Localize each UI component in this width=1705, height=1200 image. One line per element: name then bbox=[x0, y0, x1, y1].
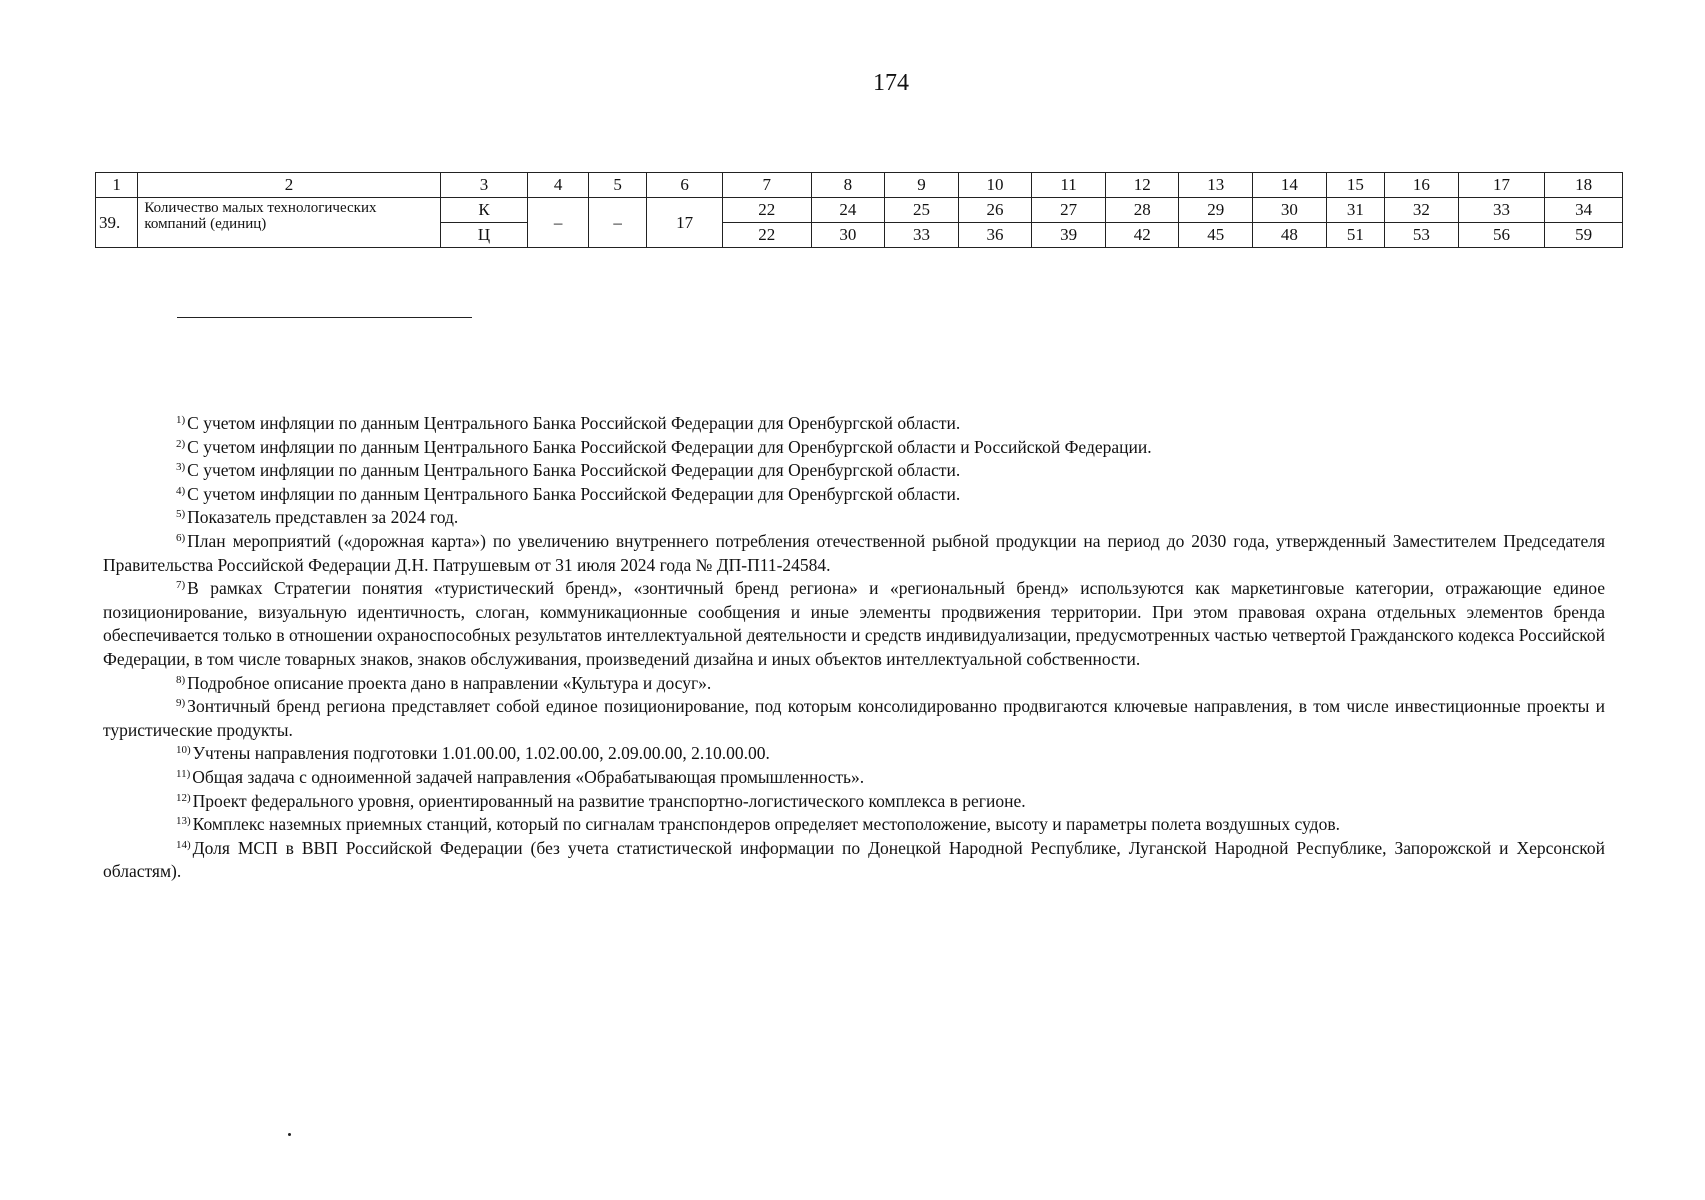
plan-value-cell: 32 bbox=[1385, 198, 1459, 223]
footnote-mark: 10) bbox=[176, 744, 191, 757]
footnote-text: С учетом инфляции по данным Центрального Банка Российской Федерации для Оренбургской области. bbox=[187, 413, 961, 433]
footnote bbox=[103, 672, 1605, 696]
target-value-cell: 48 bbox=[1253, 223, 1327, 248]
footnote-mark: 5) bbox=[176, 508, 186, 521]
footnote-mark: 13) bbox=[176, 815, 191, 828]
footnote-mark: 7) bbox=[176, 579, 186, 592]
header-cell: 4 bbox=[528, 173, 588, 198]
col5-cell: – bbox=[588, 198, 646, 248]
target-value-cell: 30 bbox=[811, 223, 885, 248]
header-cell: 10 bbox=[958, 173, 1032, 198]
footnote-mark: 6) bbox=[176, 531, 186, 544]
plan-value-cell: 28 bbox=[1105, 198, 1179, 223]
header-cell: 12 bbox=[1105, 173, 1179, 198]
row-number-cell: 39. bbox=[96, 198, 138, 248]
footnote bbox=[103, 483, 1605, 507]
plan-value-cell: 27 bbox=[1032, 198, 1106, 223]
footnote-text: С учетом инфляции по данным Центрального Банка Российской Федерации для Оренбургской области. bbox=[187, 483, 961, 504]
target-value-cell: 36 bbox=[958, 223, 1032, 248]
row-type-c-cell: Ц bbox=[440, 223, 528, 248]
footnote bbox=[103, 837, 1605, 884]
target-value-cell: 56 bbox=[1458, 223, 1545, 248]
footnote bbox=[103, 459, 1605, 483]
row-type-k-cell: К bbox=[440, 198, 528, 223]
header-cell: 11 bbox=[1032, 173, 1106, 198]
footnote-text: Проект федерального уровня, ориентированный на развитие транспортно-логистического комплекса в регионе. bbox=[192, 790, 1026, 811]
table-body bbox=[96, 173, 1623, 248]
header-cell: 14 bbox=[1253, 173, 1327, 198]
plan-value-cell: 24 bbox=[811, 198, 885, 223]
footnote bbox=[103, 577, 1605, 671]
target-value-cell: 42 bbox=[1105, 223, 1179, 248]
header-cell: 1 bbox=[96, 173, 138, 198]
scan-mark bbox=[288, 1133, 291, 1136]
indicator-name-cell: Количество малых технологических компаний (единиц) bbox=[138, 198, 440, 248]
footnote bbox=[103, 530, 1605, 577]
footnote-text: Доля МСП в ВВП Российской Федерации (без учета статистической информации по Донецкой Народной Республике, Луганской Народной Республике, Запорожской и Херсонской областям). bbox=[103, 837, 1605, 882]
footnote-text: С учетом инфляции по данным Центрального Банка Российской Федерации для Оренбургской области и Российской Федерации. bbox=[187, 436, 1152, 457]
target-value-cell: 51 bbox=[1326, 223, 1384, 248]
footnote-mark: 9) bbox=[176, 697, 186, 710]
header-cell: 18 bbox=[1545, 173, 1623, 198]
header-cell: 6 bbox=[647, 173, 723, 198]
target-value-cell: 22 bbox=[722, 223, 811, 248]
plan-value-cell: 33 bbox=[1458, 198, 1545, 223]
footnote bbox=[103, 436, 1605, 460]
target-value-cell: 33 bbox=[885, 223, 959, 248]
target-value-cell: 45 bbox=[1179, 223, 1253, 248]
header-cell: 17 bbox=[1458, 173, 1545, 198]
footnote-text: С учетом инфляции по данным Центрального Банка Российской Федерации для Оренбургской области. bbox=[187, 460, 961, 481]
footnotes-section bbox=[103, 412, 1605, 884]
header-cell: 3 bbox=[440, 173, 528, 198]
target-value-cell: 59 bbox=[1545, 223, 1623, 248]
footnote-mark: 4) bbox=[176, 484, 186, 497]
header-cell: 15 bbox=[1326, 173, 1384, 198]
table-header-row bbox=[96, 173, 1623, 198]
footnote-text: В рамках Стратегии понятия «туристический бренд», «зонтичный бренд региона» и «региональный бренд» используются как маркетинговые категории, отражающие единое позиционирование, визуальную идентичность, слоган, коммуникационные сообщения и иные элементы продвижения территории. При этом правовая охрана отдельных элементов бренда обеспечивается только в отношении охраноспособных результатов интеллектуальной деятельности и средств индивидуализации, предусмотренных частью четвертой Гражданского кодекса Российской Федерации, в том числе товарных знаков, знаков обслуживания, произведений дизайна и иных объектов интеллектуальной собственности. bbox=[103, 578, 1605, 669]
footnote bbox=[103, 766, 1605, 790]
header-cell: 9 bbox=[885, 173, 959, 198]
plan-value-cell: 29 bbox=[1179, 198, 1253, 223]
plan-value-cell: 26 bbox=[958, 198, 1032, 223]
footnote bbox=[103, 790, 1605, 814]
plan-value-cell: 30 bbox=[1253, 198, 1327, 223]
footnote bbox=[103, 695, 1605, 742]
page-number: 174 bbox=[873, 70, 909, 96]
table-row-plan bbox=[96, 198, 1623, 223]
footnote-mark: 14) bbox=[176, 838, 191, 851]
footnote-mark: 11) bbox=[176, 767, 191, 780]
footnote-mark: 2) bbox=[176, 437, 186, 450]
footnote bbox=[103, 506, 1605, 530]
footnote bbox=[103, 412, 1605, 436]
footnote-text: Учтены направления подготовки 1.01.00.00, 1.02.00.00, 2.09.00.00, 2.10.00.00. bbox=[192, 743, 770, 764]
footnote-text: Зонтичный бренд региона представляет собой единое позиционирование, под которым консолидированно продвигаются ключевые направления, в том числе инвестиционные проекты и туристические продукты. bbox=[103, 696, 1605, 740]
footnote bbox=[103, 742, 1605, 766]
header-cell: 8 bbox=[811, 173, 885, 198]
header-cell: 13 bbox=[1179, 173, 1253, 198]
col4-cell: – bbox=[528, 198, 588, 248]
footnote-text: Комплекс наземных приемных станций, который по сигналам транспондеров определяет местоположение, высоту и параметры полета воздушных судов. bbox=[192, 814, 1340, 835]
footnote-mark: 8) bbox=[176, 673, 186, 686]
footnote-text: Показатель представлен за 2024 год. bbox=[187, 507, 459, 528]
footnote-mark: 12) bbox=[176, 791, 191, 804]
header-cell: 16 bbox=[1385, 173, 1459, 198]
footnote-text: Общая задача с одноименной задачей направления «Обрабатывающая промышленность». bbox=[192, 766, 865, 787]
plan-value-cell: 31 bbox=[1326, 198, 1384, 223]
footnote-mark: 1) bbox=[176, 414, 186, 426]
footnote-text: Подробное описание проекта дано в направлении «Культура и досуг». bbox=[187, 672, 712, 693]
footnote-divider bbox=[177, 317, 472, 318]
plan-value-cell: 22 bbox=[722, 198, 811, 223]
footnote bbox=[103, 813, 1605, 837]
plan-value-cell: 25 bbox=[885, 198, 959, 223]
header-cell: 2 bbox=[138, 173, 440, 198]
indicator-table bbox=[95, 172, 1623, 248]
footnote-text: План мероприятий («дорожная карта») по увеличению внутреннего потребления отечественной рыбной продукции на период до 2030 года, утвержденный Заместителем Председателя Правительства Российской Федерации Д.Н. Патрушевым от 31 июля 2024 года № ДП-П11-24584. bbox=[103, 530, 1605, 575]
target-value-cell: 39 bbox=[1032, 223, 1106, 248]
target-value-cell: 53 bbox=[1385, 223, 1459, 248]
header-cell: 7 bbox=[722, 173, 811, 198]
header-cell: 5 bbox=[588, 173, 646, 198]
footnote-mark: 3) bbox=[176, 461, 186, 474]
col6-cell: 17 bbox=[647, 198, 723, 248]
plan-value-cell: 34 bbox=[1545, 198, 1623, 223]
